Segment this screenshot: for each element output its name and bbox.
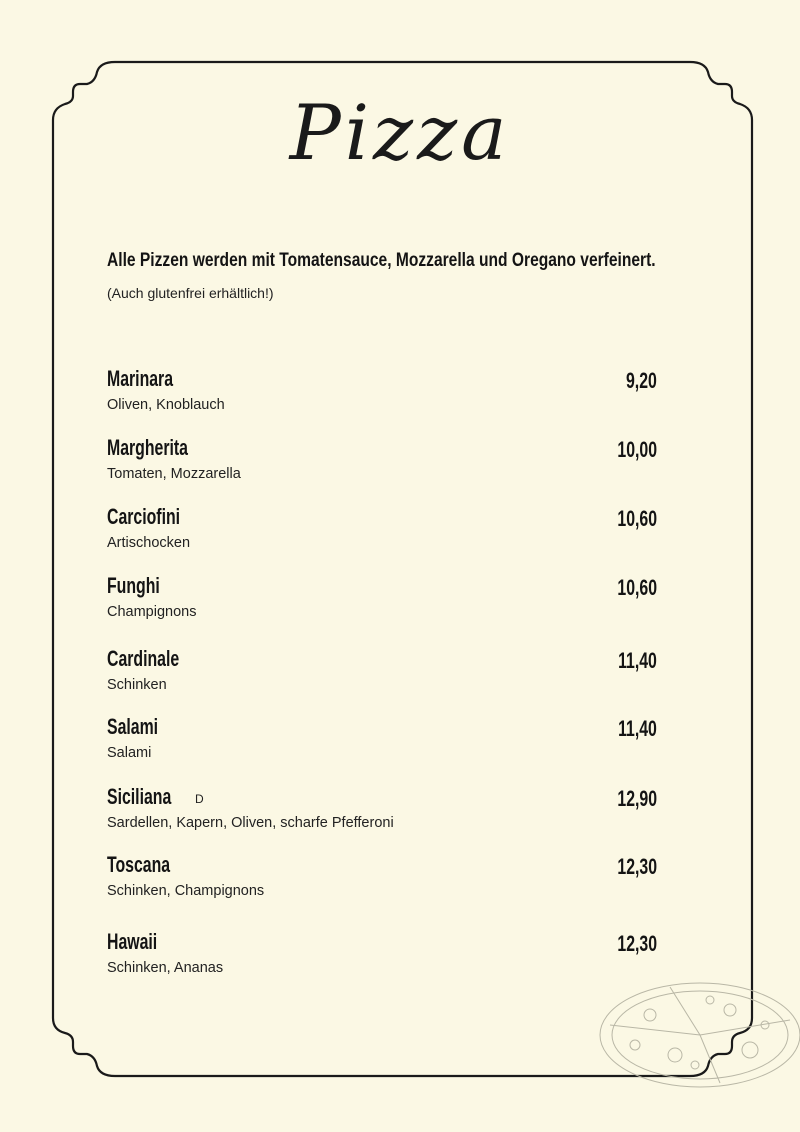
item-name: Margherita [107, 435, 188, 460]
intro-text: Alle Pizzen werden mit Tomatensauce, Mozzarella und Oregano verfeinert. [107, 250, 656, 271]
item-name: Marinara [107, 366, 174, 391]
item-name: Carciofini [107, 504, 181, 529]
item-desc: Artischocken [107, 535, 191, 551]
page-title: Pizza [289, 88, 511, 177]
menu-item-hawaii [107, 929, 657, 989]
item-price: 9,20 [626, 368, 657, 393]
item-price: 12,30 [617, 854, 657, 879]
item-price: 10,60 [617, 506, 657, 531]
item-desc: Tomaten, Mozzarella [107, 466, 241, 482]
allergen-marker: D [195, 792, 204, 806]
menu-item-funghi [107, 573, 657, 633]
item-name: Cardinale [107, 646, 180, 671]
menu-item-margherita [107, 435, 657, 495]
intro-note: (Auch glutenfrei erhältlich!) [107, 285, 274, 301]
item-name: Funghi [107, 573, 160, 598]
item-price: 10,00 [617, 437, 657, 462]
item-price: 11,40 [618, 648, 657, 673]
item-desc: Salami [107, 745, 152, 761]
item-price: 10,60 [617, 575, 657, 600]
item-desc: Schinken, Ananas [107, 960, 224, 976]
menu-item-siciliana [107, 784, 657, 844]
item-desc: Schinken [107, 677, 167, 693]
item-desc: Sardellen, Kapern, Oliven, scharfe Pfefferoni [107, 815, 394, 831]
item-price: 12,90 [617, 786, 657, 811]
item-price: 12,30 [617, 931, 657, 956]
menu-item-cardinale [107, 646, 657, 706]
item-name: Siciliana [107, 784, 172, 809]
item-price: 11,40 [618, 716, 657, 741]
menu-item-toscana [107, 852, 657, 912]
menu-item-salami [107, 714, 657, 774]
item-desc: Schinken, Champignons [107, 883, 265, 899]
item-desc: Champignons [107, 604, 197, 620]
item-desc: Oliven, Knoblauch [107, 397, 225, 413]
menu-item-carciofini [107, 504, 657, 564]
item-name: Salami [107, 714, 159, 739]
menu-item-marinara [107, 366, 657, 426]
item-name: Toscana [107, 852, 171, 877]
item-name: Hawaii [107, 929, 158, 954]
